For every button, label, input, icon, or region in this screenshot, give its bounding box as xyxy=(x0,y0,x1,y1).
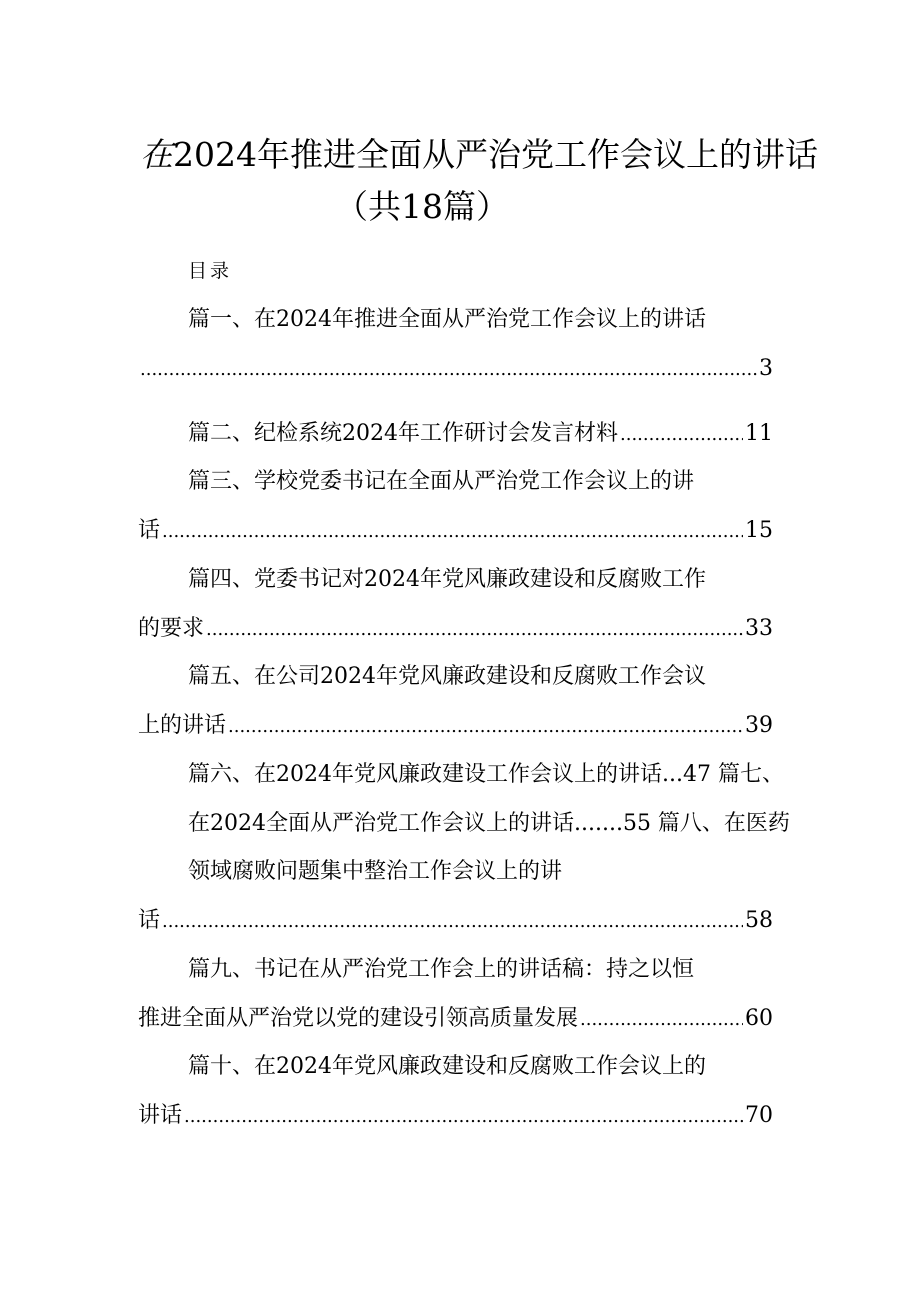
leader-dots xyxy=(140,352,757,387)
toc-entry-3-line2: 话 xyxy=(138,518,161,543)
toc-entry-2 xyxy=(188,417,773,452)
toc-entry-5-line1: 篇五、在公司2024年党风廉政建设和反腐败工作会议 xyxy=(188,664,706,689)
toc-entry-4-line1: 篇四、党委书记对2024年党风廉政建设和反腐败工作 xyxy=(188,567,706,592)
toc-heading: 目录 xyxy=(188,260,233,282)
leader-dots xyxy=(580,1002,743,1037)
toc-entry-9-leader xyxy=(138,1002,773,1037)
title-lead-char: 在 xyxy=(140,135,173,174)
toc-entry-3-page: 15 xyxy=(745,518,773,543)
toc-entry-6-line2: 在2024全面从严治党工作会议上的讲话.......55 篇八、在医药 xyxy=(188,811,790,836)
toc-entry-10-line2: 讲话 xyxy=(138,1103,183,1128)
toc-entry-2-text: 篇二、纪检系统2024年工作研讨会发言材料 xyxy=(188,421,618,446)
toc-entry-10-page: 70 xyxy=(745,1103,773,1128)
toc-entry-9-page: 60 xyxy=(745,1006,773,1031)
toc-entry-4-line2: 的要求 xyxy=(138,616,205,641)
leader-dots xyxy=(162,904,743,939)
toc-entry-3-leader xyxy=(138,514,773,549)
document-title xyxy=(140,130,820,180)
leader-dots xyxy=(162,514,743,549)
toc-entry-10-line1: 篇十、在2024年党风廉政建设和反腐败工作会议上的 xyxy=(188,1054,706,1079)
title-main: 2024年推进全面从严治党工作会议上的讲话 xyxy=(173,135,818,174)
toc-entry-10-leader xyxy=(138,1099,773,1134)
toc-entry-5-page: 39 xyxy=(745,713,773,738)
toc-entry-4-page: 33 xyxy=(745,616,773,641)
leader-dots xyxy=(620,417,743,452)
toc-entry-6-line4: 话 xyxy=(138,908,161,933)
toc-entry-3-line1: 篇三、学校党委书记在全面从严治党工作会议上的讲 xyxy=(188,469,695,494)
toc-entry-5-line2: 上的讲话 xyxy=(138,713,227,738)
document-subtitle: （共18篇） xyxy=(335,187,509,226)
toc-entry-6-leader xyxy=(138,904,773,939)
toc-entry-2-page: 11 xyxy=(745,421,773,446)
toc-entry-6-line1: 篇六、在2024年党风廉政建设工作会议上的讲话...47 篇七、 xyxy=(188,762,784,787)
leader-dots xyxy=(206,612,743,647)
toc-entry-1-page: 3 xyxy=(759,356,773,381)
toc-entry-1-line1: 篇一、在2024年推进全面从严治党工作会议上的讲话 xyxy=(188,307,706,332)
toc-entry-9-line2: 推进全面从严治党以党的建设引领高质量发展 xyxy=(138,1006,579,1031)
toc-entry-9-line1: 篇九、书记在从严治党工作会上的讲话稿：持之以恒 xyxy=(188,957,695,982)
toc-entry-6-page: 58 xyxy=(745,908,773,933)
toc-entry-1-leader xyxy=(138,352,773,387)
leader-dots xyxy=(228,709,743,744)
toc-entry-6-line3: 领域腐败问题集中整治工作会议上的讲 xyxy=(188,859,563,884)
toc-entry-4-leader xyxy=(138,612,773,647)
toc-entry-5-leader xyxy=(138,709,773,744)
leader-dots xyxy=(184,1099,743,1134)
